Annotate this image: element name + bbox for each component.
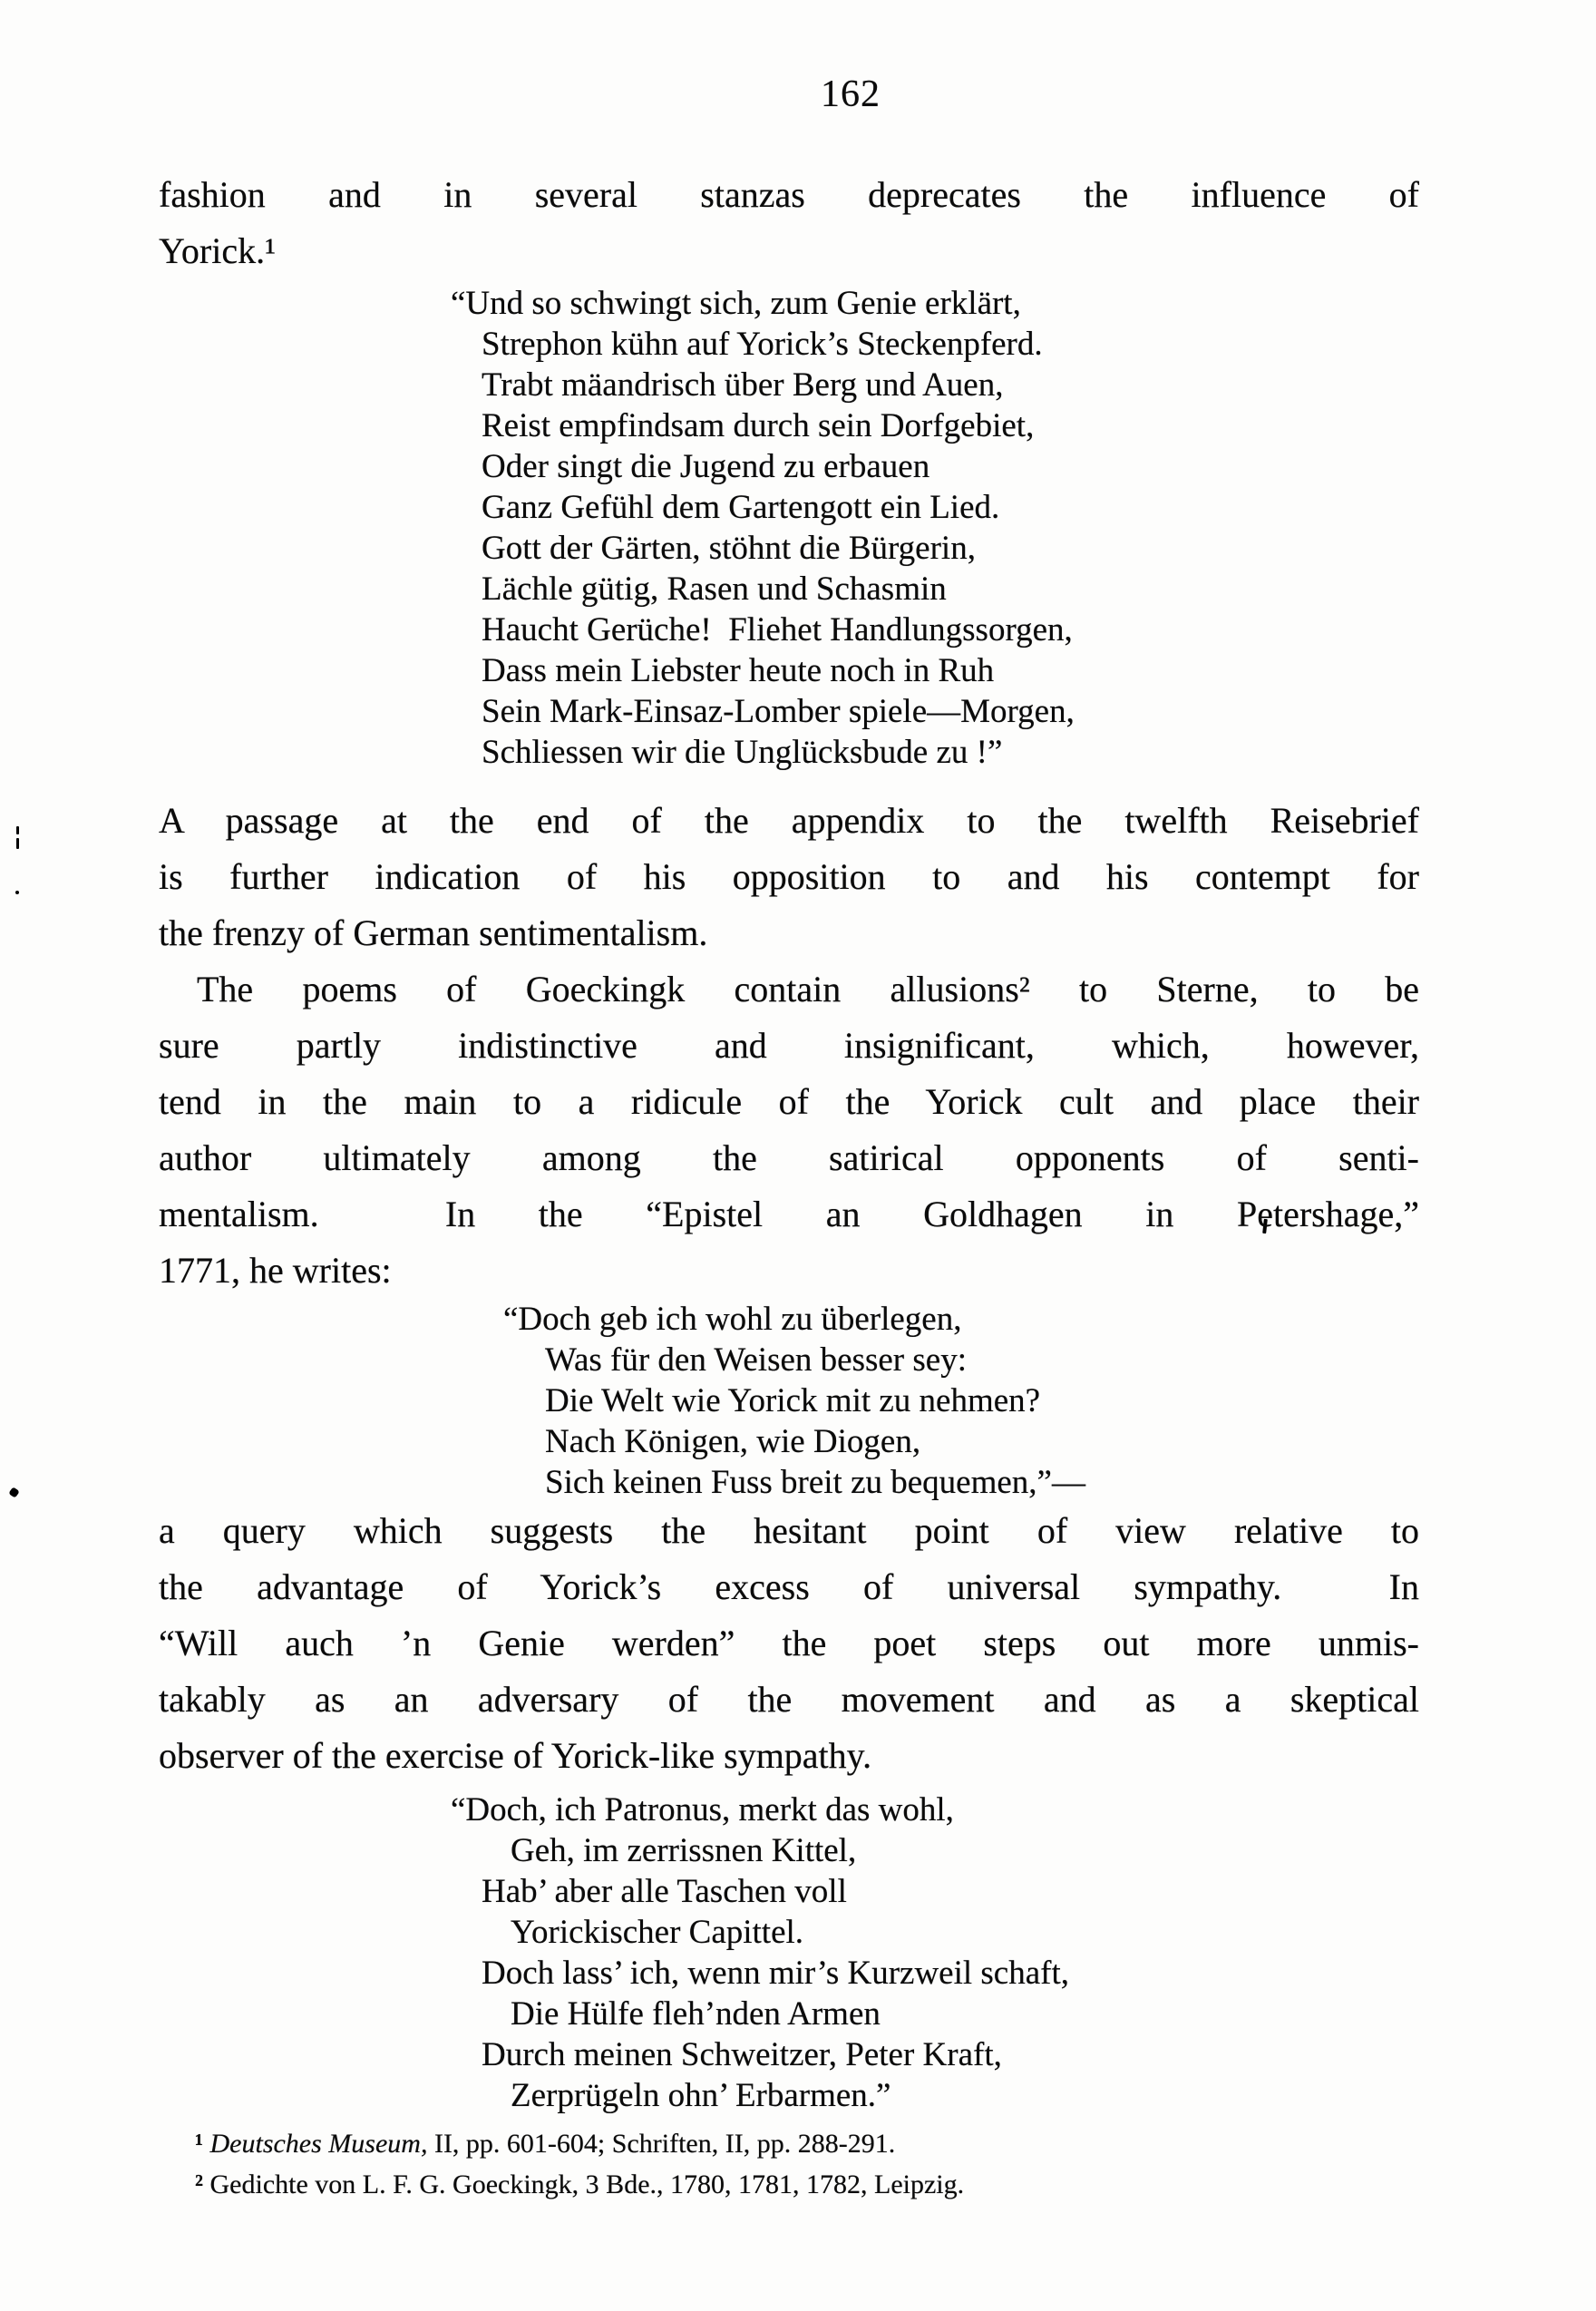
poem-line: Sein Mark-Einsaz-Lomber spiele—Morgen, (482, 693, 1075, 730)
text-line: the advantage of Yorick’s excess of universal sympathy. In (159, 1566, 1419, 1607)
footnotes (159, 2123, 1419, 2205)
text-line: a query which suggests the hesitant point of view relative to (159, 1510, 1419, 1551)
text-line: the frenzy of German sentimentalism. (159, 912, 708, 953)
poem-line: Oder singt die Jugend zu erbauen (482, 448, 930, 485)
scan-artifact (15, 891, 19, 894)
poem-line: Dass mein Liebster heute noch in Ruh (482, 652, 995, 689)
footnote-1 (195, 2123, 1419, 2164)
text-line: 1771, he writes: (159, 1250, 392, 1291)
poem-line: Was für den Weisen besser sey: (545, 1341, 967, 1379)
poem-line: “Und so schwingt sich, zum Genie erklärt, (451, 285, 1021, 322)
scan-artifact (16, 826, 19, 834)
poem-line: Hab’ aber alle Taschen voll (482, 1873, 847, 1910)
text-line: observer of the exercise of Yorick-like sympathy. (159, 1735, 872, 1776)
body-paragraph-3 (159, 961, 1419, 1299)
text-line: A passage at the end of the appendix to the twelfth Reisebrief (159, 800, 1419, 841)
footnote-marker: ¹ (195, 2129, 203, 2159)
footnote-text: II, pp. 601-604; Schriften, II, pp. 288-291. (427, 2129, 896, 2159)
body-paragraph-2 (159, 793, 1419, 961)
poem-line: Zerprügeln ohn’ Erbarmen.” (511, 2077, 891, 2114)
text-column (159, 167, 1419, 2205)
body-paragraph-4 (159, 1503, 1419, 1784)
poem-stanza-1 (159, 283, 1419, 773)
footnote-text: Gedichte von L. F. G. Goeckingk, 3 Bde., 1780, 1781, 1782, Leipzig. (203, 2170, 965, 2199)
poem-line: “Doch, ich Patronus, merkt das wohl, (451, 1791, 954, 1828)
text-line: sure partly indistinctive and insignificant, which, however, (159, 1025, 1419, 1066)
poem-line: Yorickischer Capittel. (511, 1914, 804, 1951)
poem-line: Trabt mäandrisch über Berg und Auen, (482, 366, 1004, 404)
poem-line: Ganz Gefühl dem Gartengott ein Lied. (482, 489, 1000, 526)
poem-line: Reist empfindsam durch sein Dorfgebiet, (482, 407, 1035, 444)
text-line: takably as an adversary of the movement and as a skeptical (159, 1679, 1419, 1720)
poem-line: Strephon kühn auf Yorick’s Steckenpferd. (482, 326, 1043, 363)
scan-artifact (16, 838, 19, 849)
text-line: “Will auch ’n Genie werden” the poet steps out more unmis- (159, 1623, 1419, 1663)
text-line: The poems of Goeckingk contain allusions² to Sterne, to be (197, 969, 1419, 1009)
poem-line: “Doch geb ich wohl zu überlegen, (503, 1301, 962, 1338)
poem-line: Lächle gütig, Rasen und Schasmin (482, 570, 947, 608)
poem-stanza-3 (159, 1789, 1419, 2116)
poem-line: Die Hülfe fleh’nden Armen (511, 1995, 881, 2033)
poem-line: Durch meinen Schweitzer, Peter Kraft, (482, 2036, 1002, 2073)
footnote-2 (195, 2164, 1419, 2205)
scan-artifact (8, 1487, 20, 1498)
footnote-source-title: Deutsches Museum, (209, 2129, 428, 2159)
poem-line: Geh, im zerrissnen Kittel, (511, 1832, 857, 1869)
poem-line: Die Welt wie Yorick mit zu nehmen? (545, 1382, 1041, 1419)
poem-line: Gott der Gärten, stöhnt die Bürgerin, (482, 530, 976, 567)
page-number: 162 (821, 73, 881, 115)
footnote-marker: ² (195, 2170, 203, 2199)
poem-line: Sich keinen Fuss breit zu bequemen,”— (545, 1464, 1085, 1501)
text-line: Yorick.¹ (159, 230, 277, 271)
text-line: tend in the main to a ridicule of the Yorick cult and place their (159, 1081, 1419, 1122)
text-line: is further indication of his opposition to and his contempt for (159, 856, 1419, 897)
poem-line: Doch lass’ ich, wenn mir’s Kurzweil schaft, (482, 1955, 1070, 1992)
poem-line: Haucht Gerüche! Fliehet Handlungssorgen, (482, 611, 1073, 648)
poem-line: Schliessen wir die Unglücksbude zu !” (482, 734, 1003, 771)
opening-paragraph (159, 167, 1419, 279)
poem-stanza-2 (159, 1299, 1419, 1503)
text-line: author ultimately among the satirical opponents of senti- (159, 1137, 1419, 1178)
text-line: mentalism. In the “Epistel an Goldhagen in Petershage,” (159, 1194, 1419, 1234)
poem-line: Nach Königen, wie Diogen, (545, 1423, 921, 1460)
text-line: fashion and in several stanzas deprecates the influence of (159, 174, 1419, 215)
